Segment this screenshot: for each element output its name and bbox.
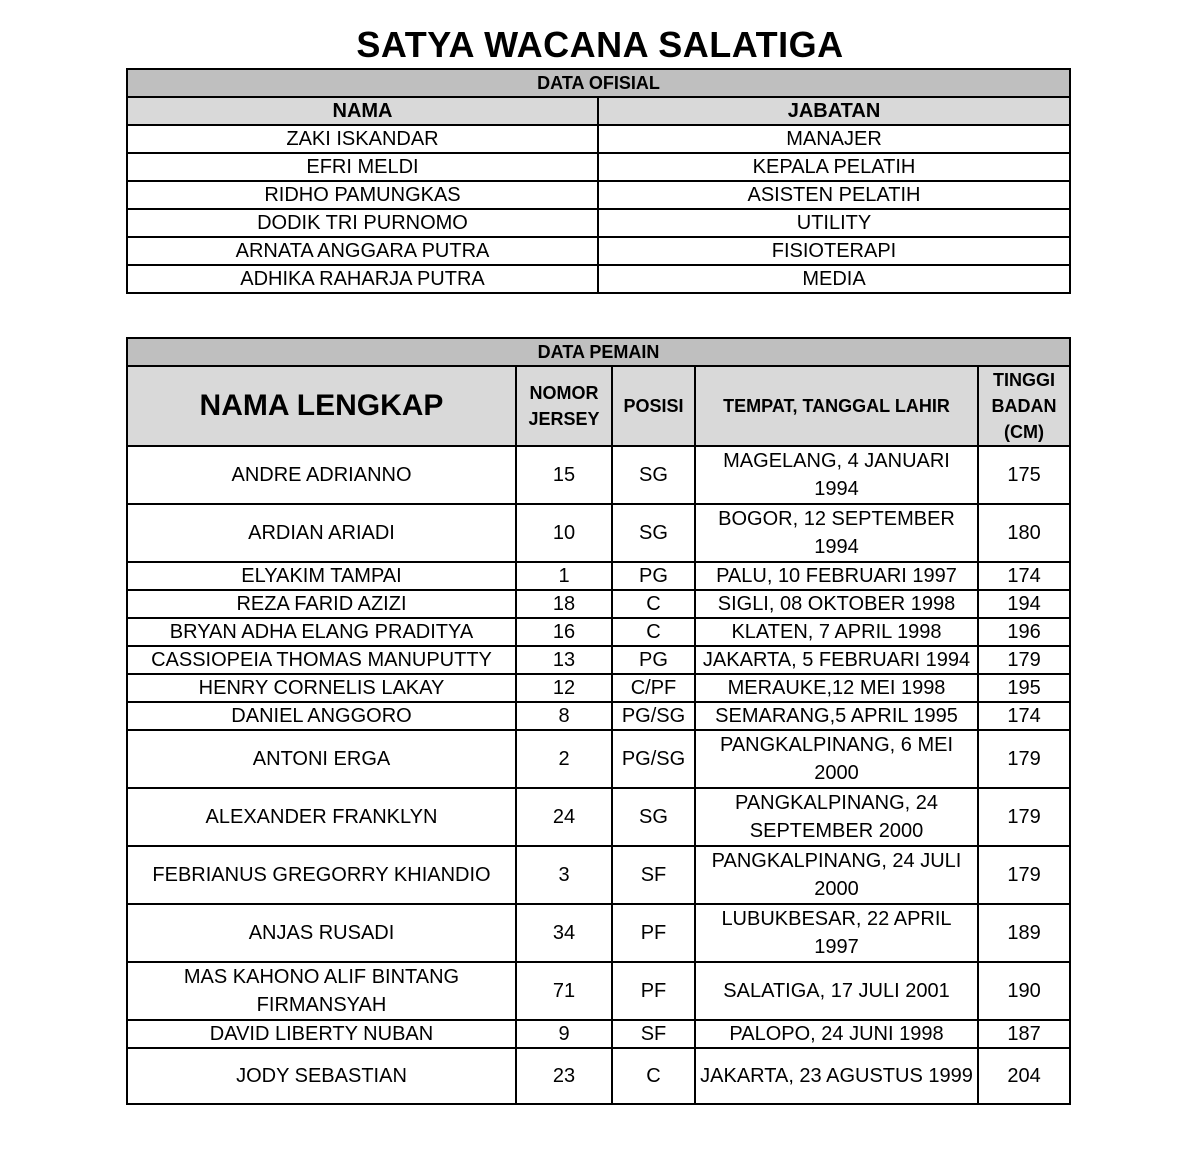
height-cell: 180 <box>978 504 1070 562</box>
official-role-cell: UTILITY <box>598 209 1070 237</box>
jersey-number-cell: 16 <box>516 618 612 646</box>
official-name-cell: EFRI MELDI <box>127 153 598 181</box>
table-row <box>127 153 1070 181</box>
jersey-number-cell: 1 <box>516 562 612 590</box>
position-cell: SF <box>612 1020 695 1048</box>
official-role-cell: ASISTEN PELATIH <box>598 181 1070 209</box>
height-cell: 195 <box>978 674 1070 702</box>
position-cell: C <box>612 618 695 646</box>
column-header-tempat-tanggal-lahir: TEMPAT, TANGGAL LAHIR <box>695 366 978 446</box>
jersey-number-cell: 34 <box>516 904 612 962</box>
position-cell: PF <box>612 904 695 962</box>
birth-place-date-cell: KLATEN, 7 APRIL 1998 <box>695 618 978 646</box>
player-name-cell: REZA FARID AZIZI <box>127 590 516 618</box>
table-row <box>127 237 1070 265</box>
position-cell: PG <box>612 646 695 674</box>
column-header-nama-lengkap: NAMA LENGKAP <box>127 366 516 446</box>
position-cell: C/PF <box>612 674 695 702</box>
player-name-cell: ALEXANDER FRANKLYN <box>127 788 516 846</box>
table-row <box>127 209 1070 237</box>
official-role-cell: MANAJER <box>598 125 1070 153</box>
jersey-number-cell: 12 <box>516 674 612 702</box>
jersey-number-cell: 10 <box>516 504 612 562</box>
player-name-cell: DANIEL ANGGORO <box>127 702 516 730</box>
table-row <box>127 730 1070 788</box>
jersey-number-cell: 15 <box>516 446 612 504</box>
table-row <box>127 265 1070 293</box>
birth-place-date-cell: PALU, 10 FEBRUARI 1997 <box>695 562 978 590</box>
player-name-cell: ELYAKIM TAMPAI <box>127 562 516 590</box>
position-cell: C <box>612 1048 695 1104</box>
table-row <box>127 962 1070 1020</box>
official-name-cell: ZAKI ISKANDAR <box>127 125 598 153</box>
jersey-number-cell: 23 <box>516 1048 612 1104</box>
height-cell: 179 <box>978 788 1070 846</box>
jersey-number-cell: 13 <box>516 646 612 674</box>
table-row <box>127 618 1070 646</box>
jersey-number-cell: 9 <box>516 1020 612 1048</box>
table-row <box>127 125 1070 153</box>
official-name-cell: DODIK TRI PURNOMO <box>127 209 598 237</box>
birth-place-date-cell: SIGLI, 08 OKTOBER 1998 <box>695 590 978 618</box>
birth-place-date-cell: PANGKALPINANG, 24 JULI 2000 <box>695 846 978 904</box>
birth-place-date-cell: LUBUKBESAR, 22 APRIL 1997 <box>695 904 978 962</box>
jersey-number-cell: 18 <box>516 590 612 618</box>
page-title: SATYA WACANA SALATIGA <box>356 24 844 65</box>
height-cell: 174 <box>978 562 1070 590</box>
birth-place-date-cell: MAGELANG, 4 JANUARI 1994 <box>695 446 978 504</box>
table-row <box>127 846 1070 904</box>
table-row <box>127 702 1070 730</box>
birth-place-date-cell: BOGOR, 12 SEPTEMBER 1994 <box>695 504 978 562</box>
height-cell: 190 <box>978 962 1070 1020</box>
birth-place-date-cell: JAKARTA, 23 AGUSTUS 1999 <box>695 1048 978 1104</box>
official-role-cell: FISIOTERAPI <box>598 237 1070 265</box>
column-header-tinggi-badan: TINGGI BADAN (CM) <box>978 366 1070 446</box>
player-name-cell: HENRY CORNELIS LAKAY <box>127 674 516 702</box>
birth-place-date-cell: SALATIGA, 17 JULI 2001 <box>695 962 978 1020</box>
player-name-cell: DAVID LIBERTY NUBAN <box>127 1020 516 1048</box>
height-cell: 189 <box>978 904 1070 962</box>
birth-place-date-cell: PANGKALPINANG, 24 SEPTEMBER 2000 <box>695 788 978 846</box>
official-name-cell: ARNATA ANGGARA PUTRA <box>127 237 598 265</box>
position-cell: PG/SG <box>612 730 695 788</box>
player-name-cell: CASSIOPEIA THOMAS MANUPUTTY <box>127 646 516 674</box>
column-header-posisi: POSISI <box>612 366 695 446</box>
table-row <box>127 504 1070 562</box>
jersey-number-cell: 3 <box>516 846 612 904</box>
player-section-title: DATA PEMAIN <box>127 338 1070 366</box>
jersey-number-cell: 24 <box>516 788 612 846</box>
official-data-table <box>126 68 1071 294</box>
player-name-cell: BRYAN ADHA ELANG PRADITYA <box>127 618 516 646</box>
birth-place-date-cell: PALOPO, 24 JUNI 1998 <box>695 1020 978 1048</box>
column-header-nomor-jersey: NOMOR JERSEY <box>516 366 612 446</box>
table-row <box>127 590 1070 618</box>
table-row <box>127 646 1070 674</box>
official-role-cell: KEPALA PELATIH <box>598 153 1070 181</box>
position-cell: SG <box>612 788 695 846</box>
birth-place-date-cell: SEMARANG,5 APRIL 1995 <box>695 702 978 730</box>
jersey-number-cell: 2 <box>516 730 612 788</box>
player-name-cell: ANJAS RUSADI <box>127 904 516 962</box>
height-cell: 174 <box>978 702 1070 730</box>
table-row <box>127 446 1070 504</box>
table-row <box>127 1020 1070 1048</box>
jersey-number-cell: 71 <box>516 962 612 1020</box>
official-role-cell: MEDIA <box>598 265 1070 293</box>
player-name-cell: JODY SEBASTIAN <box>127 1048 516 1104</box>
height-cell: 179 <box>978 646 1070 674</box>
table-row <box>127 181 1070 209</box>
height-cell: 187 <box>978 1020 1070 1048</box>
position-cell: SG <box>612 446 695 504</box>
table-row <box>127 562 1070 590</box>
player-data-table <box>126 337 1071 1105</box>
official-name-cell: ADHIKA RAHARJA PUTRA <box>127 265 598 293</box>
official-name-cell: RIDHO PAMUNGKAS <box>127 181 598 209</box>
table-row <box>127 674 1070 702</box>
table-row <box>127 904 1070 962</box>
height-cell: 196 <box>978 618 1070 646</box>
position-cell: PG/SG <box>612 702 695 730</box>
player-name-cell: FEBRIANUS GREGORRY KHIANDIO <box>127 846 516 904</box>
table-row <box>127 788 1070 846</box>
column-header-jabatan: JABATAN <box>598 97 1070 125</box>
player-name-cell: MAS KAHONO ALIF BINTANG FIRMANSYAH <box>127 962 516 1020</box>
height-cell: 179 <box>978 846 1070 904</box>
official-section-title: DATA OFISIAL <box>127 69 1070 97</box>
height-cell: 204 <box>978 1048 1070 1104</box>
player-name-cell: ARDIAN ARIADI <box>127 504 516 562</box>
table-row <box>127 1048 1070 1104</box>
player-name-cell: ANDRE ADRIANNO <box>127 446 516 504</box>
position-cell: PF <box>612 962 695 1020</box>
birth-place-date-cell: PANGKALPINANG, 6 MEI 2000 <box>695 730 978 788</box>
player-name-cell: ANTONI ERGA <box>127 730 516 788</box>
height-cell: 194 <box>978 590 1070 618</box>
jersey-number-cell: 8 <box>516 702 612 730</box>
birth-place-date-cell: MERAUKE,12 MEI 1998 <box>695 674 978 702</box>
column-header-nama: NAMA <box>127 97 598 125</box>
height-cell: 179 <box>978 730 1070 788</box>
position-cell: C <box>612 590 695 618</box>
birth-place-date-cell: JAKARTA, 5 FEBRUARI 1994 <box>695 646 978 674</box>
height-cell: 175 <box>978 446 1070 504</box>
position-cell: SG <box>612 504 695 562</box>
position-cell: PG <box>612 562 695 590</box>
position-cell: SF <box>612 846 695 904</box>
